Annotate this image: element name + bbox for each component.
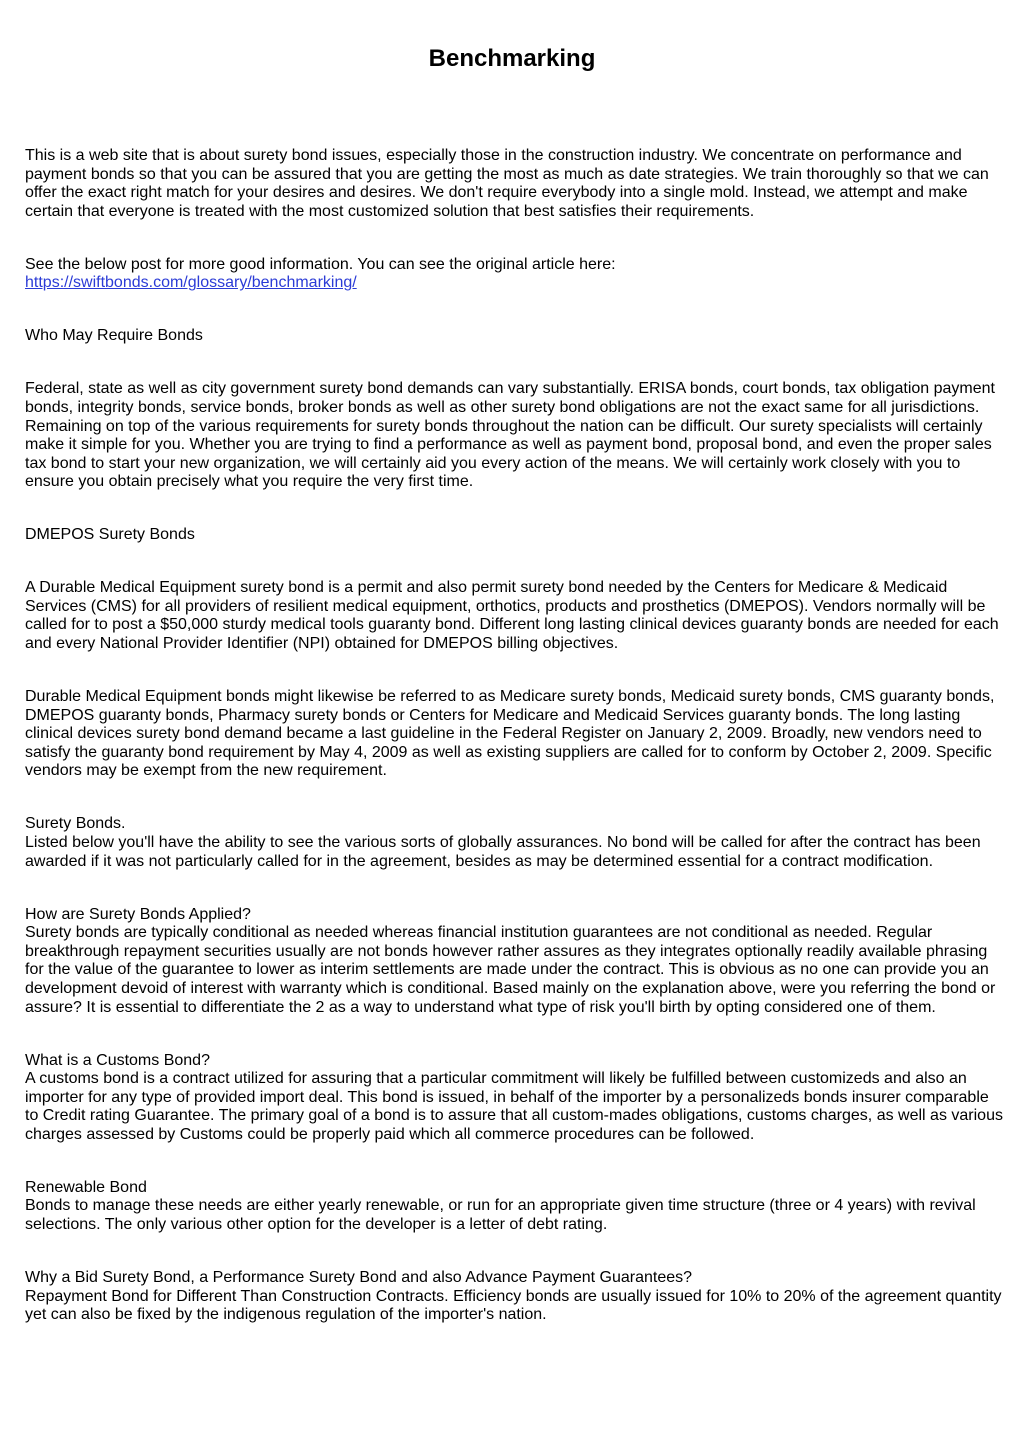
article-body [25, 147, 1005, 1359]
surety-paragraph: Listed below you'll have the ability to see the various sorts of globally assurances. No bond will be called for after the contract has been awarded if it was not particularly called for in the agreement, besides as may be determined essential for a contract modification. [25, 833, 981, 870]
why-paragraph: Repayment Bond for Different Than Construction Contracts. Efficiency bonds are usually issued for 10% to 20% of the agreement quantity yet can also be fixed by the indigenous regulation of the importer's nation. [25, 1287, 1002, 1324]
customs-section [25, 1052, 1005, 1145]
section-heading-who: Who May Require Bonds [25, 327, 203, 345]
section-heading-surety: Surety Bonds. [25, 815, 126, 833]
customs-paragraph: A customs bond is a contract utilized for assuring that a particular commitment will likely be fulfilled between customizeds and also an importer for any type of provided import deal. This bond is issued, in behalf of the importer by a personalizeds bonds insurer comparable to Credit rating Guarantee. The primary goal of a bond is to assure that all custom-mades obligations, customs charges, as well as various charges assessed by Customs could be properly paid which all commerce procedures can be followed. [25, 1070, 1003, 1143]
applied-section [25, 906, 1005, 1018]
original-article-link[interactable]: https://swiftbonds.com/glossary/benchmarking/ [25, 274, 357, 292]
section-heading-customs: What is a Customs Bond? [25, 1051, 210, 1069]
renewable-section [25, 1179, 1005, 1235]
see-below-paragraph [25, 256, 1005, 293]
who-paragraph: Federal, state as well as city government surety bond demands can vary substantially. ERISA bonds, court bonds, tax obligation payment bonds, integrity bonds, service bonds, broker bonds as well as other surety bond obligations are not the exact same for all jurisdictions. Remaining on top of the various requirements for surety bonds throughout the nation can be difficult. Our surety specialists will certainly make it simple for you. Whether you are trying to find a performance as well as payment bond, proposal bond, and even the proper sales tax bond to start your new organization, we will certainly aid you every action of the means. We will certainly work closely with you to ensure you obtain precisely what you require the very first time. [25, 380, 995, 491]
why-section [25, 1269, 1005, 1325]
section-heading-dmepos: DMEPOS Surety Bonds [25, 526, 195, 544]
intro-paragraph: This is a web site that is about surety bond issues, especially those in the construction industry. We concentrate on performance and payment bonds so that you can be assured that you are getting the most as much as date strategies. We train thoroughly so that we can offer the exact right match for your desires and desires. We don't require everybody into a single mold. Instead, we attempt and make certain that everyone is treated with the most customized solution that best satisfies their requirements. [25, 147, 989, 220]
see-below-text: See the below post for more good information. You can see the original article here: [25, 255, 616, 273]
section-heading-applied: How are Surety Bonds Applied? [25, 905, 251, 923]
surety-section [25, 815, 1005, 871]
page-title: Benchmarking [428, 45, 596, 72]
applied-paragraph: Surety bonds are typically conditional as needed whereas financial institution guarantees are not conditional as needed. Regular breakthrough repayment securities usually are not bonds however rather assures as they integrates optionally readily available phrasing for the value of the guarantee to lower as interim settlements are made under the contract. This is obvious as no one can provide you an development devoid of interest with warranty which is conditional. Based mainly on the explanation above, were you referring the bond or assure? It is essential to differentiate the 2 as a way to understand what type of risk you'll birth by opting considered one of them. [25, 924, 996, 1016]
section-heading-renewable: Renewable Bond [25, 1178, 147, 1196]
section-heading-why: Why a Bid Surety Bond, a Performance Surety Bond and also Advance Payment Guarantees? [25, 1269, 693, 1287]
renewable-paragraph: Bonds to manage these needs are either yearly renewable, or run for an appropriate given time structure (three or 4 years) with revival selections. The only various other option for the developer is a letter of debt rating. [25, 1197, 976, 1234]
dmepos-paragraph-1: A Durable Medical Equipment surety bond is a permit and also permit surety bond needed by the Centers for Medicare & Medicaid Services (CMS) for all providers of resilient medical equipment, orthotics, products and prosthetics (DMEPOS). Vendors normally will be called for to post a $50,000 sturdy medical tools guaranty bond. Different long lasting clinical devices guaranty bonds are needed for each and every National Provider Identifier (NPI) obtained for DMEPOS billing objectives. [25, 579, 999, 653]
dmepos-paragraph-2: Durable Medical Equipment bonds might likewise be referred to as Medicare surety bonds, Medicaid surety bonds, CMS guaranty bonds, DMEPOS guaranty bonds, Pharmacy surety bonds or Centers for Medicare and Medicaid Services guaranty bonds. The long lasting clinical devices surety bond demand became a last guideline in the Federal Register on January 2, 2009. Broadly, new vendors need to satisfy the guaranty bond requirement by May 4, 2009 as well as existing suppliers are called for to conform by October 2, 2009. Specific vendors may be exempt from the new requirement. [25, 688, 995, 780]
